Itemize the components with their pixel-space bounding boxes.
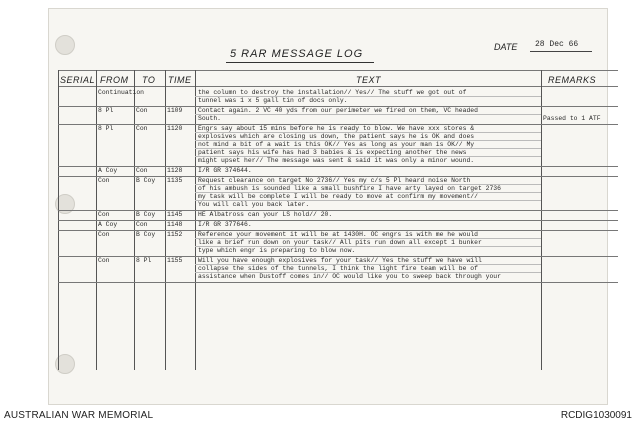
archive-reference: RCDIG1030091 bbox=[560, 410, 632, 421]
text-rule bbox=[195, 184, 541, 185]
text-rule bbox=[195, 156, 541, 157]
cell-from: Con bbox=[98, 257, 110, 264]
text-rule bbox=[195, 96, 541, 97]
date-label: DATE bbox=[494, 42, 518, 52]
cell-time: 1120 bbox=[167, 125, 183, 132]
date-value: 28 Dec 66 bbox=[535, 40, 579, 49]
text-rule bbox=[195, 140, 541, 141]
text-rule bbox=[195, 114, 541, 115]
row-rule bbox=[58, 282, 618, 283]
cell-text-line: Reference your movement it will be at 1430H. OC engrs is with me he would bbox=[198, 231, 478, 238]
cell-to: Con bbox=[136, 167, 148, 174]
cell-text-line: Engrs say about 15 mins before he is ready to blow. We have xxx stores & bbox=[198, 125, 475, 132]
cell-to: B Coy bbox=[136, 231, 156, 238]
text-rule bbox=[195, 272, 541, 273]
page-title: 5 RAR MESSAGE LOG bbox=[230, 48, 364, 60]
cell-text-line: of his ambush is sounded like a small bushfire I have arty layed on target 2736 bbox=[198, 185, 501, 192]
cell-text-line: You will call you back later. bbox=[198, 201, 310, 208]
column-header-serial: SERIAL bbox=[60, 75, 96, 85]
cell-text-line: my task will be complete I will be ready to move at confirm my movement// bbox=[198, 193, 478, 200]
cell-to: B Coy bbox=[136, 211, 156, 218]
cell-to: Con bbox=[136, 125, 148, 132]
cell-time: 1148 bbox=[167, 221, 183, 228]
log-table bbox=[58, 70, 618, 370]
cell-to: 8 Pl bbox=[136, 257, 152, 264]
cell-time: 1135 bbox=[167, 177, 183, 184]
text-rule bbox=[195, 132, 541, 133]
cell-remarks: Passed to 1 ATF bbox=[543, 115, 601, 122]
cell-time: 1109 bbox=[167, 107, 183, 114]
cell-text-line: I/R GR 374644. bbox=[198, 167, 252, 174]
cell-to: Con bbox=[136, 221, 148, 228]
cell-text-line: tunnel was 1 x 5 gall tin of docs only. bbox=[198, 97, 348, 104]
cell-text-line: I/R GR 377646. bbox=[198, 221, 252, 228]
text-rule bbox=[195, 246, 541, 247]
punch-hole bbox=[55, 35, 75, 55]
cell-text-line: collapse the sides of the tunnels, I think the light fire team will be of bbox=[198, 265, 478, 272]
cell-text-line: Request clearance on target No 2736// Yes my c/s 5 Pl heard noise North bbox=[198, 177, 471, 184]
cell-from: Con bbox=[98, 211, 110, 218]
cell-to: Con bbox=[136, 107, 148, 114]
cell-text-line: explosives which are closing us down, the patient says he is OK and does bbox=[198, 133, 475, 140]
column-header-time: TIME bbox=[168, 75, 192, 85]
column-header-remarks: REMARKS bbox=[548, 75, 597, 85]
cell-time: 1128 bbox=[167, 167, 183, 174]
cell-text-line: Will you have enough explosives for your task// Yes the stuff we have will bbox=[198, 257, 482, 264]
cell-from: Continuation bbox=[98, 89, 145, 96]
cell-text-line: might upset her// The message was sent & said it was only a minor wound. bbox=[198, 157, 475, 164]
date-underline bbox=[530, 51, 592, 52]
column-header-text: TEXT bbox=[356, 75, 382, 85]
cell-text-line: patient says his wife has had 3 babies & is expecting another the news bbox=[198, 149, 467, 156]
cell-text-line: South. bbox=[198, 115, 222, 122]
column-header-to: TO bbox=[142, 75, 156, 85]
cell-from: Con bbox=[98, 231, 110, 238]
column-header-from: FROM bbox=[100, 75, 129, 85]
cell-from: A Coy bbox=[98, 221, 118, 228]
table-rule bbox=[58, 70, 618, 71]
archive-institution: AUSTRALIAN WAR MEMORIAL bbox=[4, 410, 154, 421]
cell-to: B Coy bbox=[136, 177, 156, 184]
cell-text-line: assistance when Dustoff comes in// OC would like you to sweep back through your bbox=[198, 273, 501, 280]
cell-from: A Coy bbox=[98, 167, 118, 174]
text-rule bbox=[195, 238, 541, 239]
text-rule bbox=[195, 264, 541, 265]
text-rule bbox=[195, 192, 541, 193]
cell-text-line: like a brief run down on your task// All pits run down all except 1 bunker bbox=[198, 239, 482, 246]
cell-time: 1145 bbox=[167, 211, 183, 218]
cell-time: 1152 bbox=[167, 231, 183, 238]
cell-text-line: type which engr is preparing to blow now. bbox=[198, 247, 356, 254]
cell-text-line: HE Albatross can your LS hold// 20. bbox=[198, 211, 333, 218]
cell-from: Con bbox=[98, 177, 110, 184]
cell-text-line: Contact again. 2 VC 40 yds from our perimeter we fired on them, VC headed bbox=[198, 107, 478, 114]
cell-text-line: not mind a bit of a wait is this OK// Yes as long as your man is OK// My bbox=[198, 141, 475, 148]
table-rule bbox=[58, 86, 618, 87]
cell-text-line: the column to destroy the installation// Yes// The stuff we got out of bbox=[198, 89, 467, 96]
text-rule bbox=[195, 148, 541, 149]
text-rule bbox=[195, 200, 541, 201]
cell-from: 8 Pl bbox=[98, 125, 114, 132]
title-underline bbox=[226, 62, 374, 63]
cell-time: 1155 bbox=[167, 257, 183, 264]
cell-from: 8 Pl bbox=[98, 107, 114, 114]
